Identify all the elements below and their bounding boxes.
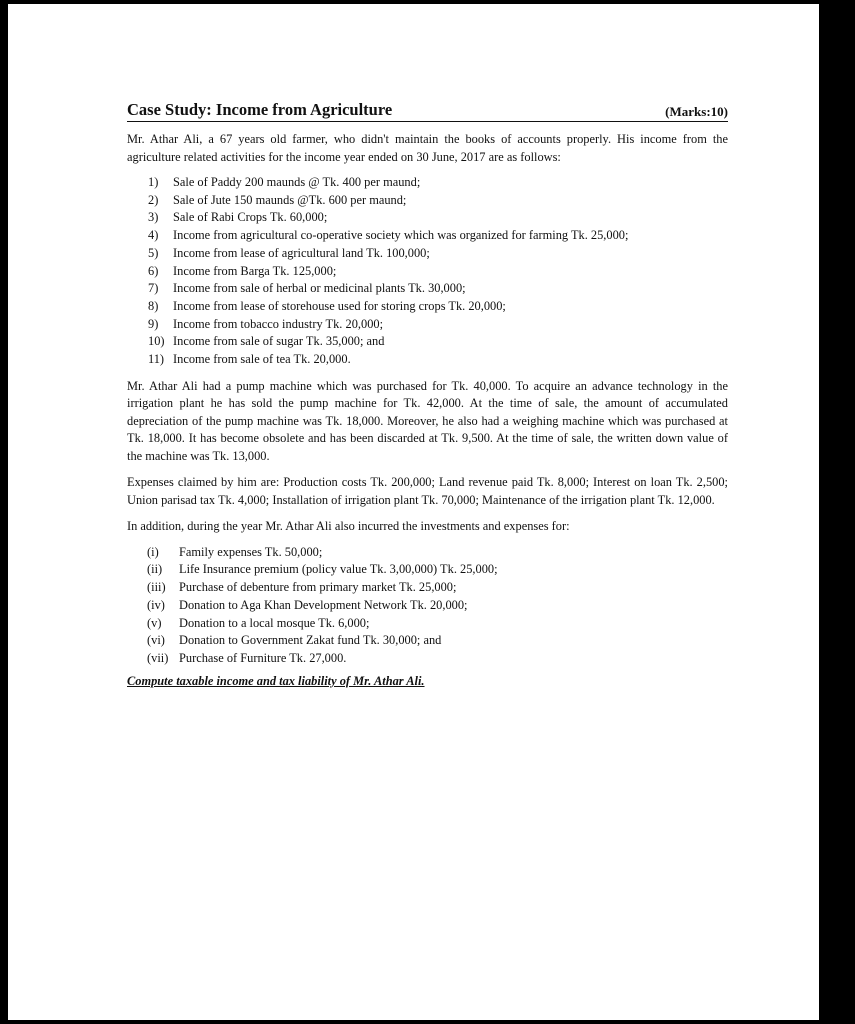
list-item (127, 316, 728, 334)
item-number: (i) (147, 544, 159, 559)
list-item (127, 351, 728, 369)
item-text: Purchase of Furniture Tk. 27,000. (179, 650, 347, 665)
item-text: Income from lease of storehouse used for storing crops Tk. 20,000; (173, 298, 506, 313)
pump-machine-paragraph: Mr. Athar Ali had a pump machine which was purchased for Tk. 40,000. To acquire an advance technology in the irrigation plant he has sold the pump machine for Tk. 42,000. At the time of sale, the amount of accumulated depreciation of the pump machine was Tk. 18,000. Moreover, he also had a weighing machine which was purchased at Tk. 18,000. It has become obsolete and has been discarded at Tk. 9,500. At the time of sale, the written down value of the machine was Tk. 13,000. (127, 378, 728, 463)
list-item (127, 333, 728, 351)
list-item (127, 227, 728, 245)
list-item (127, 298, 728, 316)
item-text: Income from tobacco industry Tk. 20,000; (173, 316, 384, 331)
item-number: (vi) (147, 633, 165, 648)
list-item (127, 192, 728, 210)
item-text: Donation to a local mosque Tk. 6,000; (179, 615, 370, 630)
list-item (127, 597, 728, 615)
intro-paragraph: Mr. Athar Ali, a 67 years old farmer, who didn't maintain the books of accounts properly. His income from the agriculture related activities for the income year ended on 30 June, 2017 are as follows: (127, 132, 728, 164)
item-text: Income from sale of tea Tk. 20,000. (173, 352, 351, 367)
addition-paragraph: In addition, during the year Mr. Athar Ali also incurred the investments and expenses for: (127, 519, 570, 534)
item-text: Income from sale of herbal or medicinal plants Tk. 30,000; (173, 281, 466, 296)
income-list (127, 174, 728, 369)
item-number: 3) (148, 210, 159, 225)
item-number: 4) (148, 228, 159, 243)
list-item (127, 280, 728, 298)
marks-label: (Marks:10) (665, 104, 728, 119)
item-number: 11) (148, 352, 165, 367)
item-number: (vii) (147, 650, 169, 665)
list-item (127, 561, 728, 579)
case-study (127, 100, 728, 689)
heading-row (127, 100, 728, 122)
item-text: Life Insurance premium (policy value Tk. 3,00,000) Tk. 25,000; (179, 562, 498, 577)
expenses-paragraph: Expenses claimed by him are: Production costs Tk. 200,000; Land revenue paid Tk. 8,000; Interest on loan Tk. 2,500; Union parisad tax Tk. 4,000; Installation of irrigation plant Tk. 70,000; Maintenance of the irrigation plant Tk. 12,000. (127, 475, 728, 507)
item-number: 8) (148, 298, 159, 313)
list-item (127, 632, 728, 650)
list-item (127, 245, 728, 263)
item-text: Family expenses Tk. 50,000; (179, 544, 323, 559)
item-number: 9) (148, 316, 159, 331)
list-item (127, 650, 728, 668)
list-item (127, 174, 728, 192)
item-number: (iv) (147, 597, 165, 612)
item-text: Purchase of debenture from primary market Tk. 25,000; (179, 580, 457, 595)
investment-list (127, 544, 728, 668)
item-text: Donation to Government Zakat fund Tk. 30,000; and (179, 633, 442, 648)
case-study-title: Case Study: Income from Agriculture (127, 100, 393, 119)
item-text: Income from Barga Tk. 125,000; (173, 263, 337, 278)
item-text: Income from agricultural co-operative society which was organized for farming Tk. 25,000; (173, 228, 629, 243)
item-text: Income from sale of sugar Tk. 35,000; and (173, 334, 385, 349)
item-number: 5) (148, 245, 159, 260)
item-number: 6) (148, 263, 159, 278)
item-number: 7) (148, 281, 159, 296)
list-item (127, 544, 728, 562)
list-item (127, 579, 728, 597)
list-item (127, 615, 728, 633)
item-number: (iii) (147, 580, 166, 595)
item-number: (ii) (147, 562, 163, 577)
list-item (127, 209, 728, 227)
item-number: (v) (147, 615, 162, 630)
list-item (127, 263, 728, 281)
item-text: Sale of Paddy 200 maunds @ Tk. 400 per maund; (173, 175, 421, 189)
item-text: Sale of Rabi Crops Tk. 60,000; (173, 210, 328, 225)
item-number: 2) (148, 192, 159, 207)
item-text: Sale of Jute 150 maunds @Tk. 600 per maund; (173, 192, 407, 207)
item-number: 10) (148, 334, 165, 349)
item-text: Income from lease of agricultural land Tk. 100,000; (173, 245, 430, 260)
document-page (8, 4, 819, 1020)
item-text: Donation to Aga Khan Development Network Tk. 20,000; (179, 597, 468, 612)
item-number: 1) (148, 175, 159, 189)
task-instruction: Compute taxable income and tax liability of Mr. Athar Ali. (127, 673, 425, 688)
